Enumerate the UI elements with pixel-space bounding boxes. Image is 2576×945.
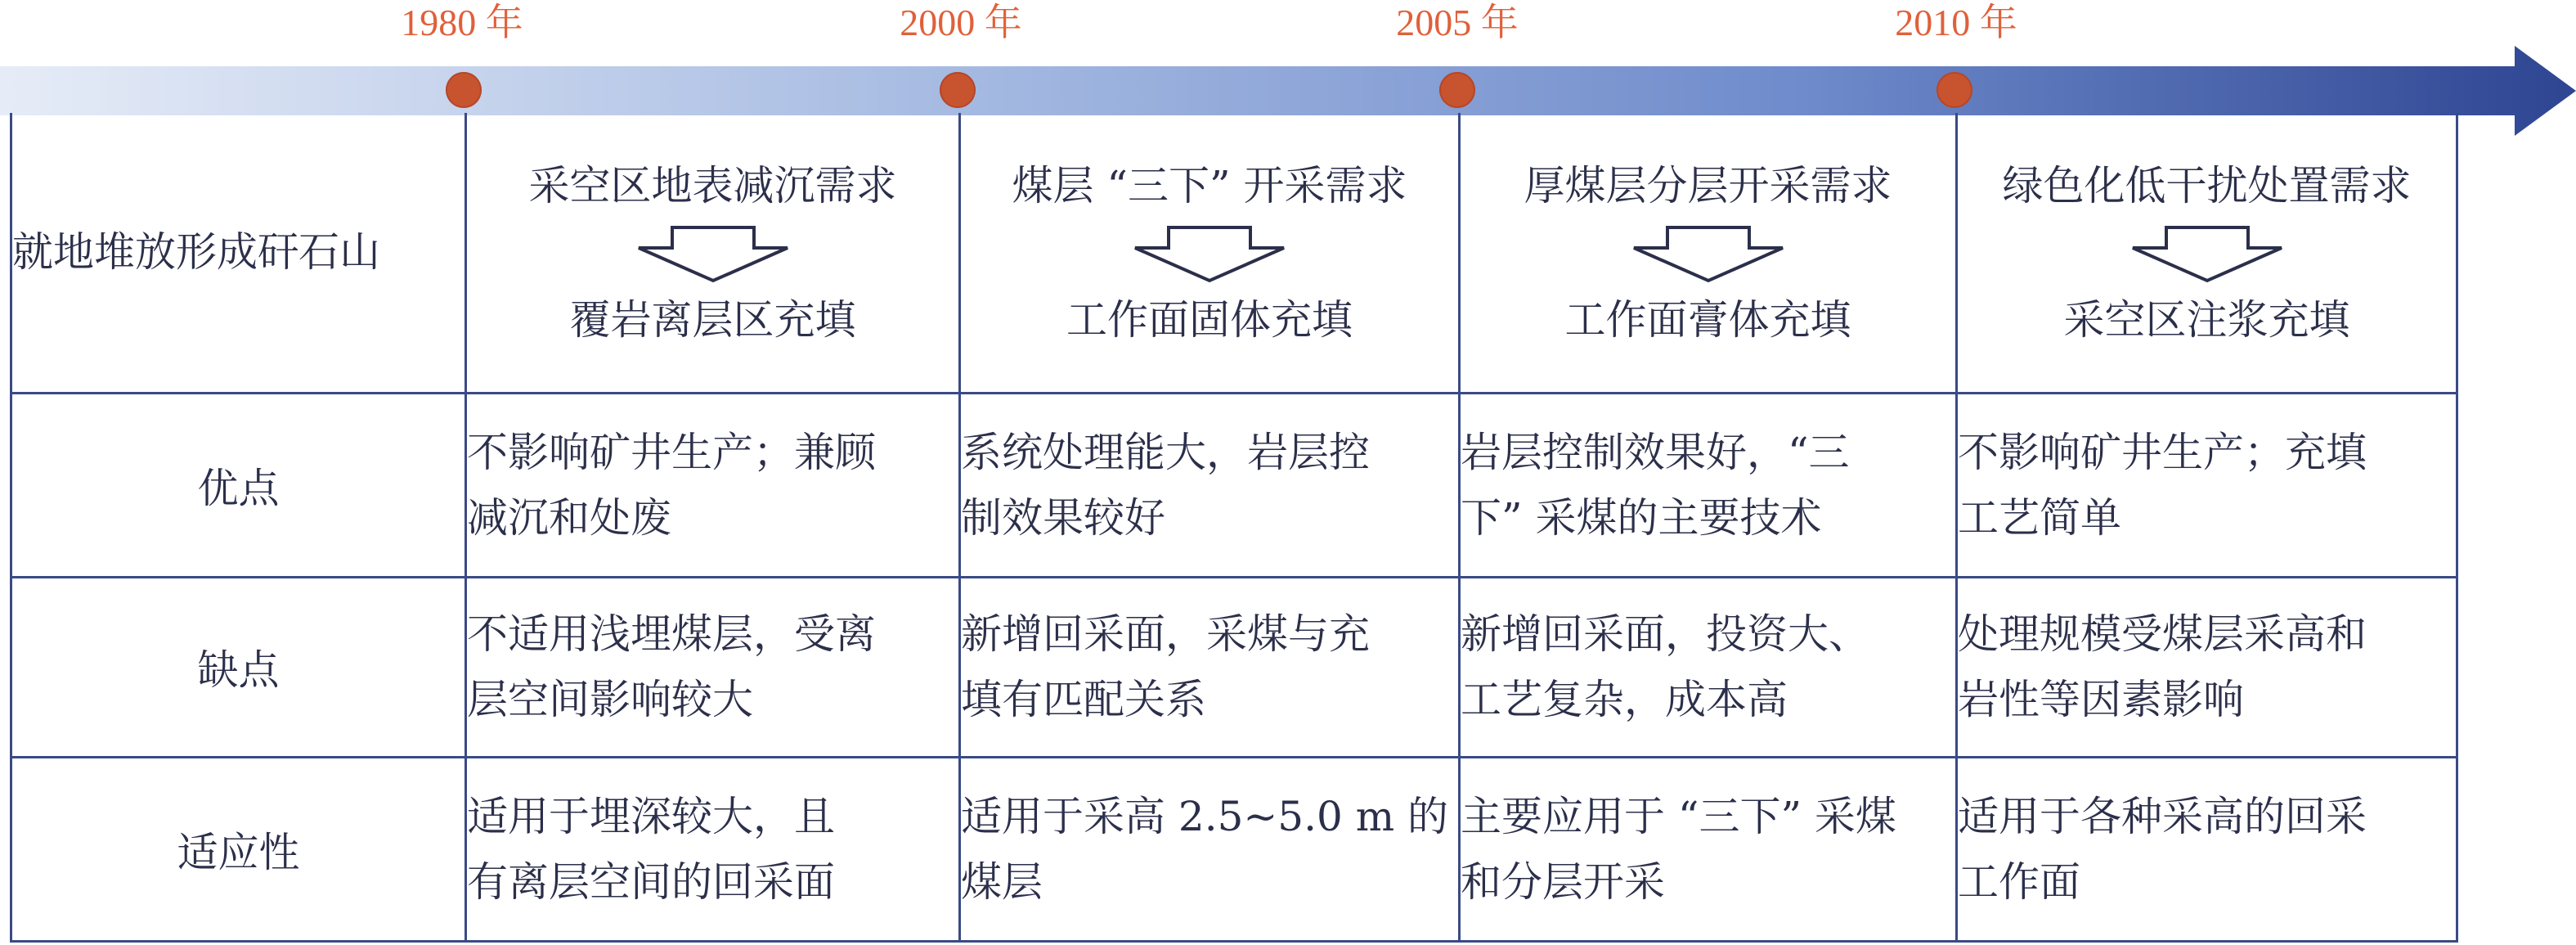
method-text: 工作面固体充填 [1066, 296, 1353, 344]
cell-text-line: 下” 采煤的主要技术 [1461, 493, 1822, 542]
stage-cell [1957, 113, 2457, 393]
cell-text-line: 煤层 [961, 857, 1043, 906]
cell-text-line: 主要应用于 “三下” 采煤 [1461, 792, 1896, 840]
cell-text-line: 适用于埋深较大，且 [467, 792, 835, 840]
cell-text-line: 适用于采高 2.5~5.0 m 的 [961, 792, 1449, 840]
row-label: 优点 [11, 393, 466, 577]
cell-text-line: 不影响矿井生产；兼顾 [467, 428, 876, 476]
down-arrow-icon [1631, 225, 1786, 284]
need-text: 绿色化低干扰处置需求 [2002, 162, 2412, 210]
year-label: 1980 年 [401, 2, 523, 43]
year-label: 2010 年 [1895, 2, 2017, 43]
cell-text-line: 系统处理能大，岩层控 [961, 428, 1370, 476]
method-text: 工作面膏体充填 [1564, 296, 1851, 344]
down-arrow-icon [635, 225, 791, 284]
method-text: 覆岩离层区充填 [569, 296, 856, 344]
cell-text-line: 层空间影响较大 [467, 676, 753, 723]
cell-text-line: 减沉和处废 [467, 493, 671, 542]
table-cell [1460, 393, 1957, 577]
table-row [11, 393, 2457, 577]
stage-cell [960, 113, 1460, 393]
table-cell [1957, 577, 2457, 757]
table-row [11, 757, 2457, 941]
table-cell [1957, 393, 2457, 577]
stage-cell [466, 113, 960, 393]
cell-text-line: 制效果较好 [961, 493, 1165, 542]
table-row [11, 577, 2457, 757]
cell-text-line: 工作面 [1958, 857, 2080, 906]
cell-text-line: 和分层开采 [1461, 857, 1665, 906]
timeline-dot [1439, 72, 1475, 108]
table-cell [960, 577, 1460, 757]
cell-text-line: 岩层控制效果好，“三 [1461, 428, 1850, 476]
table-cell [960, 757, 1460, 941]
cell-text-line: 工艺复杂，成本高 [1461, 676, 1788, 723]
down-arrow-icon [1132, 225, 1287, 284]
stage-cell [1460, 113, 1957, 393]
cell-text-line: 工艺简单 [1958, 493, 2121, 542]
table-cell [466, 393, 960, 577]
table-cell [466, 577, 960, 757]
need-text: 采空区地表减沉需求 [528, 162, 897, 210]
timeline-dot [1936, 72, 1972, 108]
cell-text-line: 岩性等因素影响 [1958, 676, 2244, 723]
cell-text-line: 新增回采面，采煤与充 [961, 610, 1370, 658]
year-label: 2000 年 [900, 2, 1022, 43]
cell-text-line: 处理规模受煤层采高和 [1958, 610, 2367, 658]
origin-cell: 就地堆放形成矸石山 [11, 113, 466, 393]
stage-row [11, 113, 2457, 393]
cell-text-line: 有离层空间的回采面 [467, 857, 835, 906]
method-text: 采空区注浆充填 [2063, 296, 2350, 344]
year-label: 2005 年 [1396, 2, 1519, 43]
cell-text-line: 不适用浅埋煤层，受离 [467, 610, 876, 658]
table-cell [960, 393, 1460, 577]
cell-text-line: 新增回采面，投资大、 [1461, 610, 1869, 658]
need-text: 厚煤层分层开采需求 [1524, 162, 1892, 210]
table-cell [1460, 577, 1957, 757]
down-arrow-icon [2129, 225, 2285, 284]
timeline-dot [940, 72, 976, 108]
row-label: 缺点 [11, 577, 466, 757]
row-label: 适应性 [11, 757, 466, 941]
cell-text-line: 不影响矿井生产；充填 [1958, 428, 2367, 476]
need-text: 煤层 “三下” 开采需求 [1012, 162, 1407, 210]
comparison-table [10, 113, 2458, 943]
table-cell [1957, 757, 2457, 941]
table-cell [466, 757, 960, 941]
cell-text-line: 填有匹配关系 [961, 676, 1206, 723]
table-cell [1460, 757, 1957, 941]
timeline-dot [446, 72, 482, 108]
cell-text-line: 适用于各种采高的回采 [1958, 792, 2367, 840]
